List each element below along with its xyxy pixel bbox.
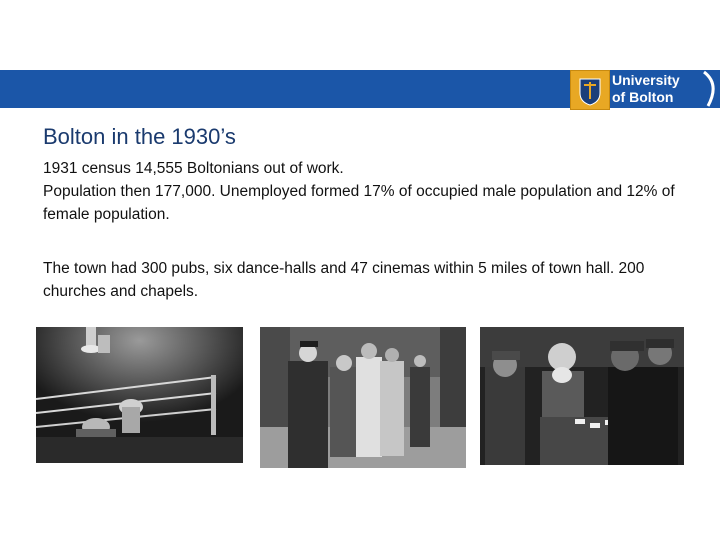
population-line: Population then 177,000. Unemployed formed 17% of occupied male population and 12% of female population. [43,183,675,223]
pubs-paragraph: The town had 300 pubs, six dance-halls and 47 cinemas within 5 miles of town hall. 200 churches and chapels. [43,260,645,300]
logo-line-of-bolton: of Bolton [612,89,674,105]
slide-title: Bolton in the 1930’s [43,124,236,149]
pub-dominoes-photo [480,327,684,465]
census-paragraph [43,157,693,226]
boxing-match-photo [36,327,243,463]
census-line: 1931 census 14,555 Boltonians out of work. [43,160,344,177]
street-crowd-photo [260,327,466,468]
logo-line-university: University [612,72,680,88]
university-logo[interactable] [570,62,720,112]
crest-icon [570,70,610,110]
